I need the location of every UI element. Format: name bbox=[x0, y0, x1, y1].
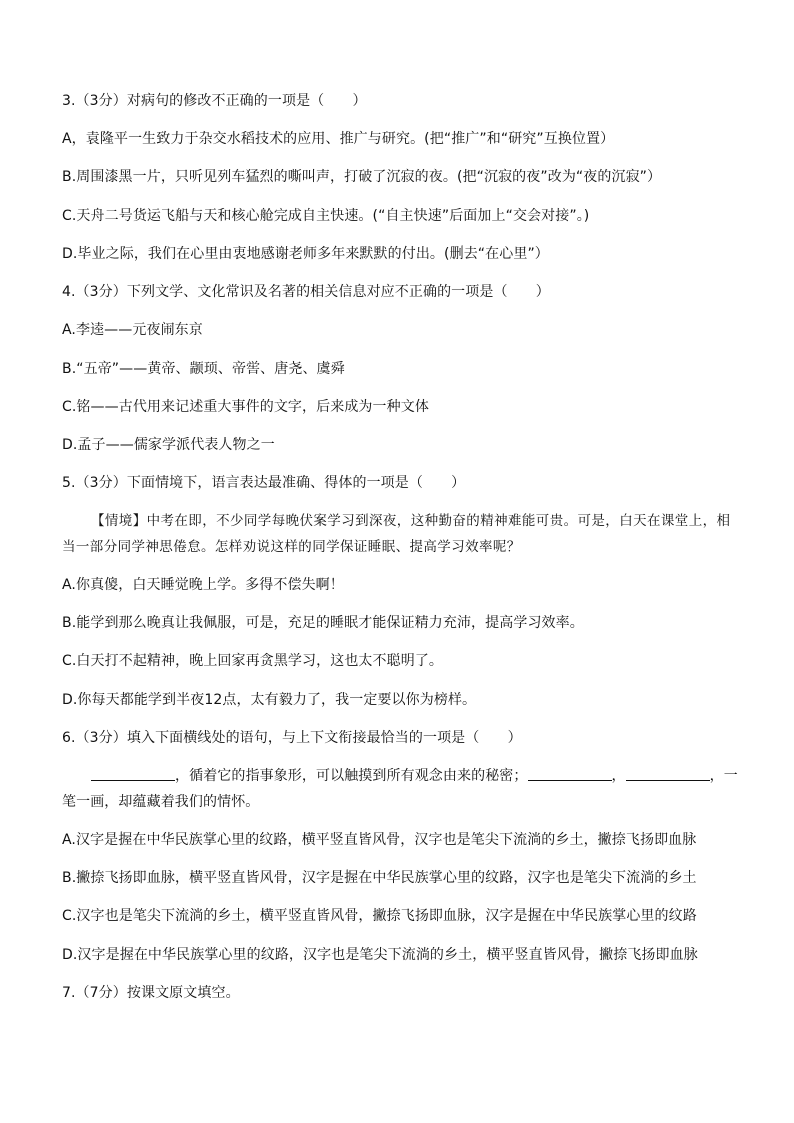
question-3-stem: 3.（3分）对病句的修改不正确的一项是（ ） bbox=[62, 93, 367, 109]
question-4-option-a: A.李逵——元夜闹东京 bbox=[62, 322, 203, 338]
question-4-option-b: B.“五帝”——黄帝、颛顼、帝喾、唐尧、虞舜 bbox=[62, 361, 345, 377]
question-5-option-a: A.你真傻，白天睡觉晚上学。多得不偿失啊！ bbox=[62, 577, 344, 593]
passage-text-1: ，循着它的指事象形，可以触摸到所有观念由来的秘密； bbox=[175, 768, 528, 784]
question-3-option-b: B.周围漆黑一片，只听见列车猛烈的嘶叫声，打破了沉寂的夜。(把“沉寂的夜”改为“夜的沉寂”） bbox=[62, 169, 662, 185]
passage-text-end: ，一 bbox=[709, 768, 738, 784]
question-3-option-d: D.毕业之际，我们在心里由衷地感谢老师多年来默默的付出。(删去“在心里”） bbox=[62, 246, 549, 262]
question-6-passage-line-2: 笔一画，却蕴藏着我们的情怀。 bbox=[62, 794, 260, 810]
question-6-option-d: D.汉字是握在中华民族掌心里的纹路，汉字也是笔尖下流淌的乡土，横平竖直皆风骨，撇捺飞扬即血脉 bbox=[62, 947, 698, 963]
question-5-scenario-line-1: 【情境】中考在即，不少同学每晚伏案学习到深夜，这种勤奋的精神难能可贵。可是，白天在课堂上，相 bbox=[91, 513, 731, 529]
question-6-option-b: B.撇捺飞扬即血脉，横平竖直皆风骨，汉字是握在中华民族掌心里的纹路，汉字也是笔尖下流淌的乡土 bbox=[62, 870, 697, 886]
question-5-scenario-line-2: 当一部分同学神思倦怠。怎样劝说这样的同学保证睡眠、提高学习效率呢？ bbox=[62, 539, 521, 555]
question-5-option-c: C.白天打不起精神，晚上回家再贪黑学习，这也太不聪明了。 bbox=[62, 653, 444, 669]
fill-blank-1[interactable] bbox=[91, 766, 175, 781]
fill-blank-2[interactable] bbox=[528, 766, 612, 781]
question-3-option-a: A，袁隆平一生致力于杂交水稻技术的应用、推广与研究。(把“推广”和“研究”互换位置） bbox=[62, 131, 615, 147]
question-5-option-d: D.你每天都能学到半夜12点，太有毅力了，我一定要以你为榜样。 bbox=[62, 692, 477, 708]
question-5-option-b: B.能学到那么晚真让我佩服，可是，充足的睡眠才能保证精力充沛，提高学习效率。 bbox=[62, 615, 584, 631]
question-6-stem: 6.（3分）填入下面横线处的语句，与上下文衔接最恰当的一项是（ ） bbox=[62, 730, 522, 746]
question-4-option-d: D.孟子——儒家学派代表人物之一 bbox=[62, 437, 275, 453]
question-6-option-c: C.汉字也是笔尖下流淌的乡土，横平竖直皆风骨，撇捺飞扬即血脉，汉字是握在中华民族掌心里的纹路 bbox=[62, 908, 697, 924]
question-5-stem: 5.（3分）下面情境下，语言表达最准确、得体的一项是（ ） bbox=[62, 475, 466, 491]
question-4-stem: 4.（3分）下列文学、文化常识及名著的相关信息对应不正确的一项是（ ） bbox=[62, 284, 550, 300]
question-3-option-c: C.天舟二号货运飞船与天和核心舱完成自主快速。(“自主快速”后面加上“交会对接”。) bbox=[62, 208, 590, 224]
question-7-stem: 7.（7分）按课文原文填空。 bbox=[62, 985, 240, 1001]
passage-separator: ， bbox=[611, 768, 626, 784]
question-6-passage-line-1 bbox=[91, 766, 738, 786]
question-6-option-a: A.汉字是握在中华民族掌心里的纹路，横平竖直皆风骨，汉字也是笔尖下流淌的乡土，撇捺飞扬即血脉 bbox=[62, 832, 697, 848]
question-4-option-c: C.铭——古代用来记述重大事件的文字，后来成为一种文体 bbox=[62, 399, 429, 415]
fill-blank-3[interactable] bbox=[626, 766, 710, 781]
